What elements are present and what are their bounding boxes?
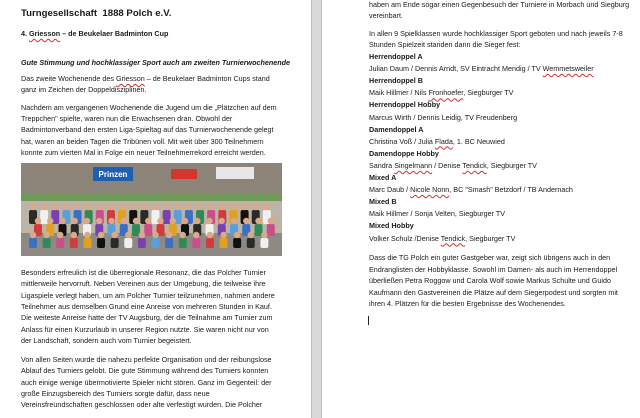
person-figure [179, 232, 187, 248]
paragraph-line: überließen Petra Roggow und Carola Wolf sowie Markus Schulte und Guido [369, 276, 611, 286]
spellcheck-word[interactable]: Tendick [462, 160, 487, 170]
winner-text: Marc Daub / [369, 185, 411, 195]
category-title: Damendoppel A [369, 124, 424, 134]
person-figure [40, 204, 48, 224]
paragraph-line: haben am Ende sogar einen Gegenbesuch der Turniere in Morbach und Siegburg [369, 0, 630, 9]
winner-line [369, 137, 505, 146]
paragraph-line: Von allen Seiten wurde die nahezu perfekte Organisation und der reibungslose [21, 355, 272, 364]
paragraph-line: auch einige wenige übermotivierte Spieler nicht stören. Ganz im Gegenteil: der [21, 377, 272, 387]
person-figure [192, 232, 200, 248]
person-figure [255, 218, 263, 236]
winner-text: / Denise [432, 160, 463, 170]
person-figure [70, 232, 78, 248]
paragraph-line: Nachdem am vergangenen Wochenende die Jugend um die „Plätzchen auf dem [21, 103, 277, 112]
winner-text: , 1. BC Neuwied [452, 136, 505, 146]
winner-line [369, 64, 594, 73]
winner-text: Volker Schulz /Denise [369, 233, 441, 243]
paragraph-line: große Einzugsbereich des Turniers sorgte dafür, dass neue [21, 388, 210, 398]
paragraph-line: Teilnehmer aus demselben Grund eine Anreise von mehreren Stunden in Kauf. [21, 301, 272, 311]
paragraph-line: hat, waren an beiden Tagen die Tribünen voll. Mit weit über 300 Teilnehmern [21, 136, 264, 146]
person-figure [83, 232, 91, 248]
person-figure [206, 232, 214, 248]
document-page-right[interactable] [322, 0, 640, 418]
winner-line [369, 234, 515, 243]
category-title: Mixed B [369, 197, 397, 207]
paragraph-line: vereinbart. [369, 11, 403, 20]
winner-text: , Siegburger TV [463, 88, 514, 98]
category-title: Herrendoppel B [369, 76, 423, 86]
person-figure [56, 232, 64, 248]
paragraph-line: Endranglisten der Hobbyklasse. Sowohl im Damen- als auch im Herrendoppel [369, 264, 618, 274]
spellcheck-word[interactable]: Fronhoefer [428, 88, 464, 98]
paragraph-line: der Landschaft, sondern auch vom Turnier begeistert. [21, 335, 192, 345]
paragraph-line: Das zweite Wochenende des Griesson – de Beukelaer Badminton Cups stand [21, 74, 270, 83]
person-figure [165, 232, 173, 248]
winner-text: Julian Daum / Dennis Arndt, SV Eintracht Mendig / TV [369, 64, 543, 74]
winner-text: , Siegburger TV [465, 233, 516, 243]
category-title: Herrendoppel A [369, 52, 423, 61]
person-figure [220, 232, 228, 248]
team-photo [21, 163, 282, 256]
category-title: Mixed A [369, 173, 397, 182]
person-figure [132, 218, 140, 236]
person-figure [144, 218, 152, 236]
text-cursor [368, 316, 369, 325]
paragraph-line: Die weiteste Anreise hatte der TV Augsburg, der die Teilnahme am Turnier zum [21, 313, 273, 323]
category-title: Herrendoppel Hobby [369, 100, 441, 110]
paragraph-line: Anlass für einen Kurzurlaub in unserer Region nutzte. Sie waren nicht nur von [21, 324, 269, 334]
article-subtitle: 4. Griesson – de Beukelaer Badminton Cup [21, 29, 169, 38]
paragraph-line: ihren 4. Plätzen für die besten Ergebnisse des Wochenendes. [369, 299, 566, 309]
category-title: Mixed Hobby [369, 221, 414, 231]
winner-text: Sandra [369, 160, 395, 170]
spellcheck-word[interactable]: Singelmann [394, 160, 433, 170]
person-figure [267, 218, 275, 236]
person-figure [29, 232, 37, 248]
person-figure [111, 232, 119, 248]
winner-text: , Siegburger TV [486, 160, 537, 170]
paragraph-line: mittlerweile hervorruft. Neben Vereinen aus der Umgebung, die teilweise ihre [21, 279, 266, 289]
spellcheck-word[interactable]: Griesson [115, 74, 145, 83]
spellcheck-word[interactable]: Tendick [440, 233, 466, 243]
paragraph-line: Vereinsfreundschaften geschlossen oder alte verfestigt wurden. Die Polcher [21, 400, 263, 410]
person-figure [163, 204, 171, 224]
person-figure [247, 232, 255, 248]
paragraph-line: Ablauf des Turniers gelobt. Die gute Stimmung während des Turniers konnten [21, 366, 269, 376]
winner-line [369, 185, 573, 194]
paragraph-line: Treppchen" spielte, waren nun die Erwachsenen dran. Obwohl der [21, 114, 233, 124]
winner-line [369, 209, 505, 218]
paragraph-line: Stunden Spielzeit standen dann die Sieger fest: [369, 40, 521, 49]
paragraph-line: In allen 9 Spielklassen wurde hochklassiger Sport geboten und nach jeweils 7-8 [369, 29, 623, 38]
paragraph-line: ganz im Zeichen der Doppeldisziplinen. [21, 85, 147, 94]
paragraph-line: Ligaspiele verlegt haben, um am Polcher Turnier teilzunehmen, nahmen andere [21, 290, 275, 300]
person-figure [97, 232, 105, 248]
paragraph-line: Kaufmann den Gastvereinen die Plätze auf dem Siegerpodest und sorgten mit [369, 287, 618, 297]
spellcheck-word[interactable]: Wemmetsweiler [542, 64, 594, 74]
spellcheck-word[interactable]: Flada [434, 136, 453, 146]
paragraph-line: Besonders erfreulich ist die überregionale Resonanz, die das Polcher Turnier [21, 268, 266, 277]
document-page-left[interactable] [0, 0, 311, 418]
winner-text: Christina Voß / Julia [369, 136, 435, 146]
header-title: Turngesellschaft 1888 Polch e.V. [21, 8, 172, 19]
page-gap [311, 0, 322, 418]
winner-text: Maik Hillmer / Sonja Velten, Siegburger TV [369, 209, 506, 219]
person-figure [124, 232, 132, 248]
paragraph-line: Badmintonverband den ersten Liga-Spieltag auf das Turnierwochenende gelegt [21, 125, 274, 135]
paragraph-line: konnte zum vierten Mal in Folge ein neuer Teilnehmerrekord erreicht werden. [21, 147, 266, 157]
winner-text: Maik Hillmer / Nils [369, 88, 429, 98]
spellcheck-word[interactable]: Nicole Nonn [410, 185, 450, 195]
category-title: Damendoppe Hobby [369, 148, 439, 158]
winner-line [369, 113, 517, 122]
person-figure [260, 232, 268, 248]
person-figure [152, 232, 160, 248]
person-figure [43, 232, 51, 248]
winner-text: , BC "Smash" Betzdorf / TB Andernach [449, 185, 573, 195]
winner-text: Marcus Wirth / Dennis Leidig, TV Freudenberg [369, 112, 518, 122]
person-figure [138, 232, 146, 248]
person-figure [233, 232, 241, 248]
article-lead: Gute Stimmung und hochklassiger Sport auch am zweiten Turnierwochenende [21, 58, 291, 67]
winner-line [369, 161, 537, 170]
winner-line [369, 88, 513, 97]
svg-text:Prinzen: Prinzen [98, 170, 128, 179]
spellcheck-word[interactable]: Griesson [29, 29, 61, 38]
paragraph-line: Dass die TG Polch ein guter Gastgeber war, zeigt sich übrigens auch in den [369, 253, 611, 262]
